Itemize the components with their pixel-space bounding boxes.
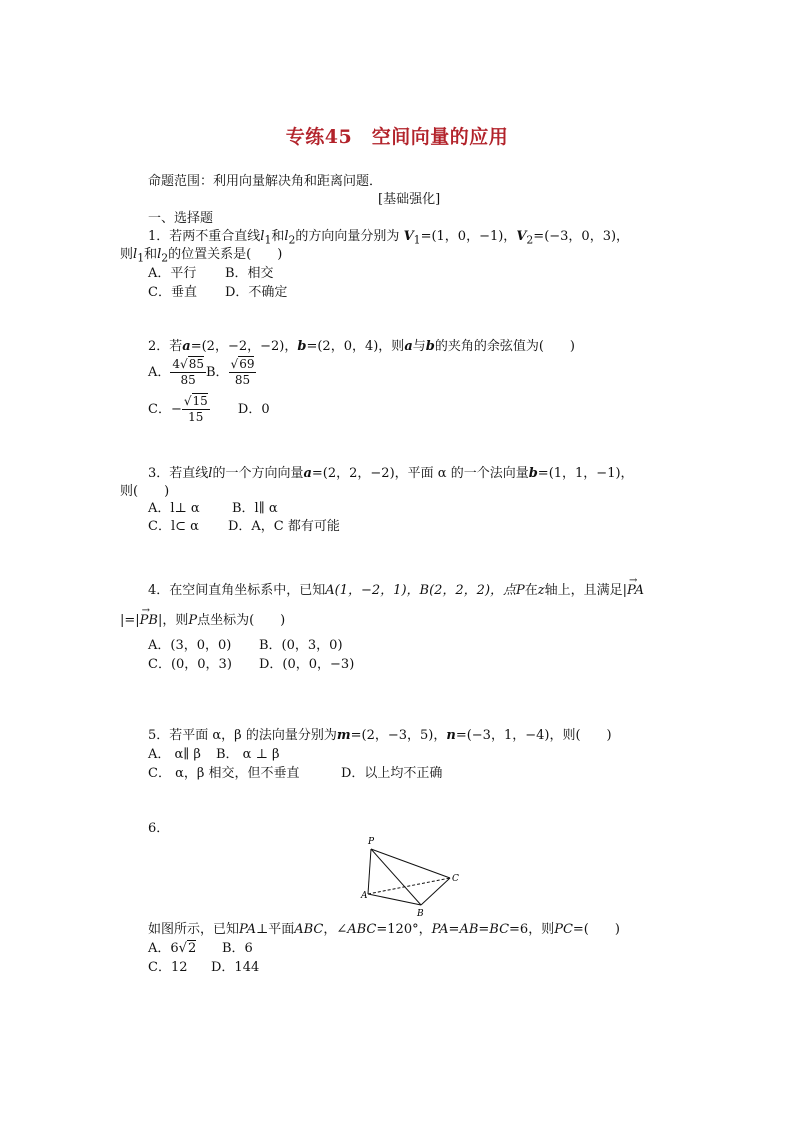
q1-option-a: A．平行: [148, 266, 197, 281]
part-heading: 一、选择题: [148, 211, 214, 226]
q4-stem: 4．在空间直角坐标系中，已知A(1，−2，1)，B(2，2，2)，点P在z轴上，且满足|→ PA: [148, 582, 644, 599]
q2-option-a-fraction: $\frac{4√85}{85}$: [172, 357, 204, 387]
edge-pa: [368, 849, 371, 894]
scope-text: 命题范围：利用向量解决角和距离问题．: [148, 174, 383, 189]
q3-option-c: C．l⊂ α: [148, 519, 199, 534]
q5-stem: 5．若平面 α，β 的法向量分别为m=(2，−3，5)，n=(−3，1，−4)，则( ): [148, 728, 612, 743]
q2-option-d: D．0: [237, 402, 270, 417]
q4-option-d: D．(0，0，−3): [259, 657, 355, 672]
page-title: 专练45 空间向量的应用: [285, 126, 509, 148]
q5-option-b: B． α ⊥ β: [216, 747, 280, 762]
q3-option-d: D．A，C 都有可能: [228, 519, 340, 534]
q2-option-c: C．−: [148, 402, 182, 417]
q2-option-c-fraction: $\frac{√15}{15}$: [183, 394, 208, 424]
q5-option-a: A． α∥ β: [148, 747, 201, 762]
q2-stem: 2．若a=(2，−2，−2)，b=(2，0，4)，则a与b的夹角的余弦值为( ): [148, 339, 576, 354]
vertex-label-b: B: [417, 909, 424, 918]
vertex-label-p: P: [368, 837, 375, 847]
q2-option-b: B．: [205, 365, 229, 380]
vertex-label-c: C: [452, 874, 459, 884]
q6-option-b: B．6: [222, 941, 253, 956]
q6-option-c: C．12: [148, 960, 188, 975]
vertex-label-a: A: [361, 891, 368, 901]
q6-option-a: A．6√2: [148, 941, 197, 956]
section-label: [基础强化]: [378, 192, 441, 207]
edge-bc: [421, 878, 450, 905]
pyramid-figure: [360, 832, 470, 918]
q6-stem: 如图所示，已知PA⊥平面ABC，∠ABC=120°，PA=AB=BC=6，则PC=( ): [148, 922, 620, 937]
q2-option-b-fraction: $\frac{√69}{85}$: [230, 357, 255, 387]
q1-option-d: D．不确定: [225, 285, 288, 300]
q1-stem-line2: 则$l_1$和$l_2$的位置关系是( ): [120, 247, 283, 265]
q4-option-a: A．(3，0，0): [148, 638, 232, 653]
q6-option-d: D．144: [211, 960, 260, 975]
q3-option-b: B．l∥ α: [232, 501, 278, 516]
q5-option-d: D．以上均不正确: [341, 766, 443, 781]
q1-option-b: B．相交: [225, 266, 274, 281]
q3-stem: 3．若直线l的一个方向向量a=(2，2，−2)，平面 α 的一个法向量b=(1，1，−1)，: [148, 466, 634, 481]
q1-stem: 1．若两不重合直线$l_1$和$l_2$的方向向量分别为 $V_1=(1$，0，−1)，$V_2=(-3$，0，3)，: [148, 229, 630, 247]
q5-option-c: C． α，β 相交，但不垂直: [148, 766, 300, 781]
q2-options-cd: [148, 392, 270, 428]
q2-option-a: A．: [148, 365, 171, 380]
q3-option-a: A．l⊥ α: [148, 501, 200, 516]
q6-number: 6．: [148, 821, 170, 836]
edge-pc: [371, 849, 450, 878]
q4-option-b: B．(0，3，0): [259, 638, 343, 653]
q4-stem-line2: |=|→ PB|，则P点坐标为( ): [120, 612, 285, 629]
q4-option-c: C．(0，0，3): [148, 657, 232, 672]
q3-stem-line2: 则( ): [120, 484, 170, 499]
q1-option-c: C．垂直: [148, 285, 197, 300]
q2-options-ab: [148, 355, 256, 391]
